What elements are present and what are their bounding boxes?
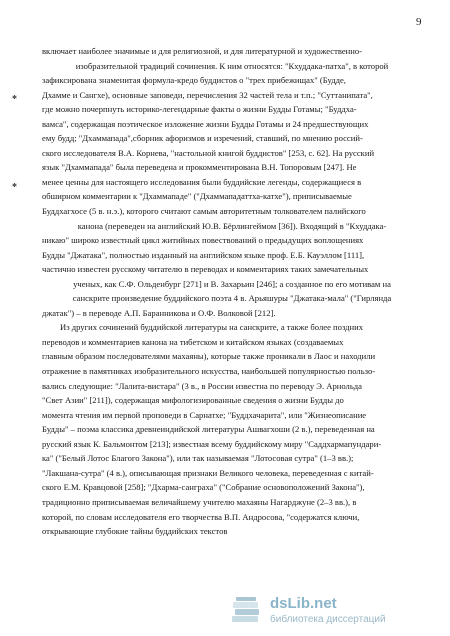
watermark bbox=[230, 594, 440, 630]
text-line: джатак") – в переводе А.П. Баранникова и О.Ф. Волковой [212]. bbox=[42, 307, 276, 318]
text-line: включает наиболее значимые и для религиозной, и для литературной и художественно- bbox=[42, 46, 363, 56]
text-line: ского исследователя В.А. Корнева, "настольной книгой буддистов" [253, с. 62]. На русский bbox=[42, 147, 375, 158]
text-line: которой, по словам исследователя его творчества В.П. Андросова, "содержатся ключи, bbox=[42, 511, 360, 522]
text-line: традиционно приписываемая величайшему учителю махаяны Нагарджуне (2–3 вв.), в bbox=[42, 496, 357, 507]
text-line: открывающие глубокие тайны буддийских текстов bbox=[42, 526, 228, 537]
text-line: переводов и комментариев канона на тибетском и китайском языках (создаваемых bbox=[42, 336, 344, 347]
text-line: санскрите произведение буддийского поэта 4 в. Арьяшуры "Джатака-мала" ("Гирлянда bbox=[72, 293, 392, 304]
margin-mark: * bbox=[12, 182, 17, 193]
text-line: никаю" широко известный цикл житийных повествований о предыдущих воплощениях bbox=[42, 235, 364, 246]
text-line: ского Е.М. Кравцовой [258]; "Дхарма-санграха" ("Собрание основоположений Закона"), bbox=[42, 482, 365, 493]
margin-mark: * bbox=[12, 94, 17, 105]
text-line: обширном комментарии к "Дхаммападе" ("Дхаммападаттха-катхе"), приписываемые bbox=[42, 191, 352, 202]
text-line: язык "Дхаммапада" была переведена и прокомментирована В.Н. Топоровым [247]. Не bbox=[42, 162, 357, 173]
text-line: Дхамме и Сангхе), основные заповеди, перечисления 32 частей тела и т.п.; "Суттанипата", bbox=[42, 89, 373, 100]
text-line: ка" ("Белый Лотос Благого Закона"), или так называемая "Лотосовая сутра" (1–3 вв.); bbox=[42, 453, 354, 464]
watermark-caption: библиотека диссертаций bbox=[270, 614, 386, 625]
paragraph-1 bbox=[42, 44, 422, 320]
text-line: менее ценны для настоящего исследования были буддийские легенды, содержащиеся в bbox=[42, 176, 362, 187]
text-line: Будды" – поэма классика древнеиндийской литературы Ашвагхоши (2 в.), переведенная на bbox=[42, 424, 375, 435]
text-line: "Лакшана-сутра" (4 в.), описывающая признаки Великого человека, переведенная с китай- bbox=[42, 467, 374, 478]
text-line: русский язык К. Бальмонтом [213]; известная всему буддийскому миру "Саддхармапундари- bbox=[42, 438, 382, 449]
paragraph-2 bbox=[42, 320, 422, 538]
text-line: Из других сочинений буддийской литературы на санскрите, а также более поздних bbox=[60, 322, 364, 333]
text-line: момента чтения им первой проповеди в Сарнатхе; "Буддхачарита", или "Жизнеописание bbox=[42, 409, 367, 420]
text-line: Будды "Джатака", полностью изданный на английском языке проф. Е.Б. Кауэллом [111], bbox=[42, 249, 365, 260]
text-line: отражение в памятниках изобразительного искусства, наибольшей популярностью пользо- bbox=[42, 366, 376, 377]
text-line: вались следующие: "Лалита-вистара" (3 в., в России известна по переводу Э. Арнольда bbox=[42, 380, 362, 391]
text-line: где можно почерпнуть историко-легендарные факты о жизни Будды Готамы; "Буддха- bbox=[42, 104, 357, 115]
text-line: зафиксирована знаменитая формула-кредо буддистов о "трех прибежищах" (Будде, bbox=[42, 75, 346, 86]
book-stack-icon bbox=[230, 596, 264, 626]
text-line: канона (переведен на английский Ю.В. Бёрлингеймом [36]). Входящий в "Кхуддака- bbox=[77, 220, 387, 231]
text-line: главным образом последователями махаяны), которые также проникали в Лаос и находили bbox=[42, 351, 376, 362]
document-body bbox=[42, 44, 422, 539]
page-number: 9 bbox=[416, 16, 422, 28]
text-line: ученых, как С.Ф. Ольденбург [271] и В. Захарьин [246]; а созданное по его мотивам на bbox=[73, 278, 391, 289]
text-line: "Свет Азии" [211]), содержащая мифологизированные сведения о жизни Будды до bbox=[42, 395, 344, 406]
text-line: Буддхагхосе (5 в. н.э.), которого считают самым авторитетным толкователем палийского bbox=[42, 206, 366, 217]
text-line: изобразительной традиций сочинения. К ним относятся: "Кхуддака-патха", в которой bbox=[75, 60, 389, 71]
text-line: ему будд; "Дхаммапада",сборник афоризмов и изречений, ставший, по мнению россий- bbox=[42, 133, 363, 144]
watermark-site: dsLib.net bbox=[270, 595, 337, 612]
text-line: частично известен русскому читателю в переводах и комментариях таких замечательных bbox=[42, 264, 369, 275]
text-line: вамса", содержащая поэтическое изложение жизни Будды Готамы и 24 предшествующих bbox=[42, 118, 369, 129]
